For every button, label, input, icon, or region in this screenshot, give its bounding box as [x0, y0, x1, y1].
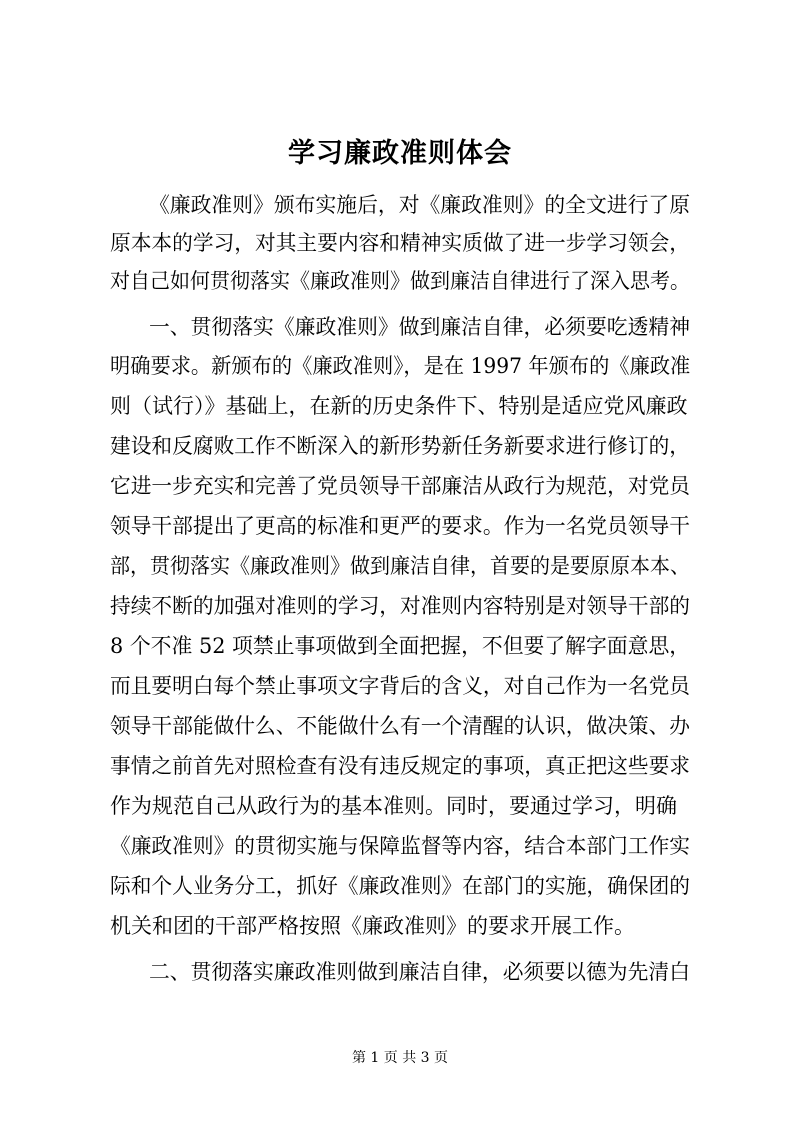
text-line: 领导干部提出了更高的标准和更严的要求。作为一名党员领导干: [110, 514, 690, 538]
text-line: 对自己如何贯彻落实《廉政准则》做到廉洁自律进行了深入思考。: [110, 269, 690, 293]
text-line: 际和个人业务分工，抓好《廉政准则》在部门的实施，确保团的: [110, 874, 690, 898]
text-line: 领导干部能做什么、不能做什么有一个清醒的认识，做决策、办: [110, 714, 690, 738]
text-line: 建设和反腐败工作不断深入的新形势新任务新要求进行修订的，: [110, 434, 690, 458]
text-line: 事情之前首先对照检查有没有违反规定的事项，真正把这些要求: [110, 754, 690, 778]
text-line: 一、贯彻落实《廉政准则》做到廉洁自律，必须要吃透精神: [149, 315, 690, 339]
document-title: 学习廉政准则体会: [288, 138, 512, 169]
text-line: 而且要明白每个禁止事项文字背后的含义，对自己作为一名党员: [110, 674, 690, 698]
text-line: 8 个不准 52 项禁止事项做到全面把握，不但要了解字面意思，: [110, 634, 691, 658]
text-line: 《廉政准则》的贯彻实施与保障监督等内容，结合本部门工作实: [110, 834, 690, 858]
text-line: 明确要求。新颁布的《廉政准则》，是在 1997 年颁布的《廉政准: [110, 354, 691, 378]
text-line: 《廉政准则》颁布实施后，对《廉政准则》的全文进行了原: [149, 193, 690, 217]
text-line: 二、贯彻落实廉政准则做到廉洁自律，必须要以德为先清白: [149, 960, 690, 984]
text-line: 原本本的学习，对其主要内容和精神实质做了进一步学习领会，: [110, 231, 690, 255]
text-line: 部，贯彻落实《廉政准则》做到廉洁自律，首要的是要原原本本、: [110, 554, 690, 578]
text-line: 作为规范自己从政行为的基本准则。同时，要通过学习，明确: [110, 794, 677, 818]
text-line: 它进一步充实和完善了党员领导干部廉洁从政行为规范，对党员: [110, 474, 690, 498]
text-line: 持续不断的加强对准则的学习，对准则内容特别是对领导干部的: [110, 594, 690, 618]
text-line: 则（试行）》基础上，在新的历史条件下、特别是适应党风廉政: [110, 394, 688, 418]
page-footer: 第 1 页 共 3 页: [351, 1050, 449, 1066]
text-line: 机关和团的干部严格按照《廉政准则》的要求开展工作。: [110, 914, 635, 938]
